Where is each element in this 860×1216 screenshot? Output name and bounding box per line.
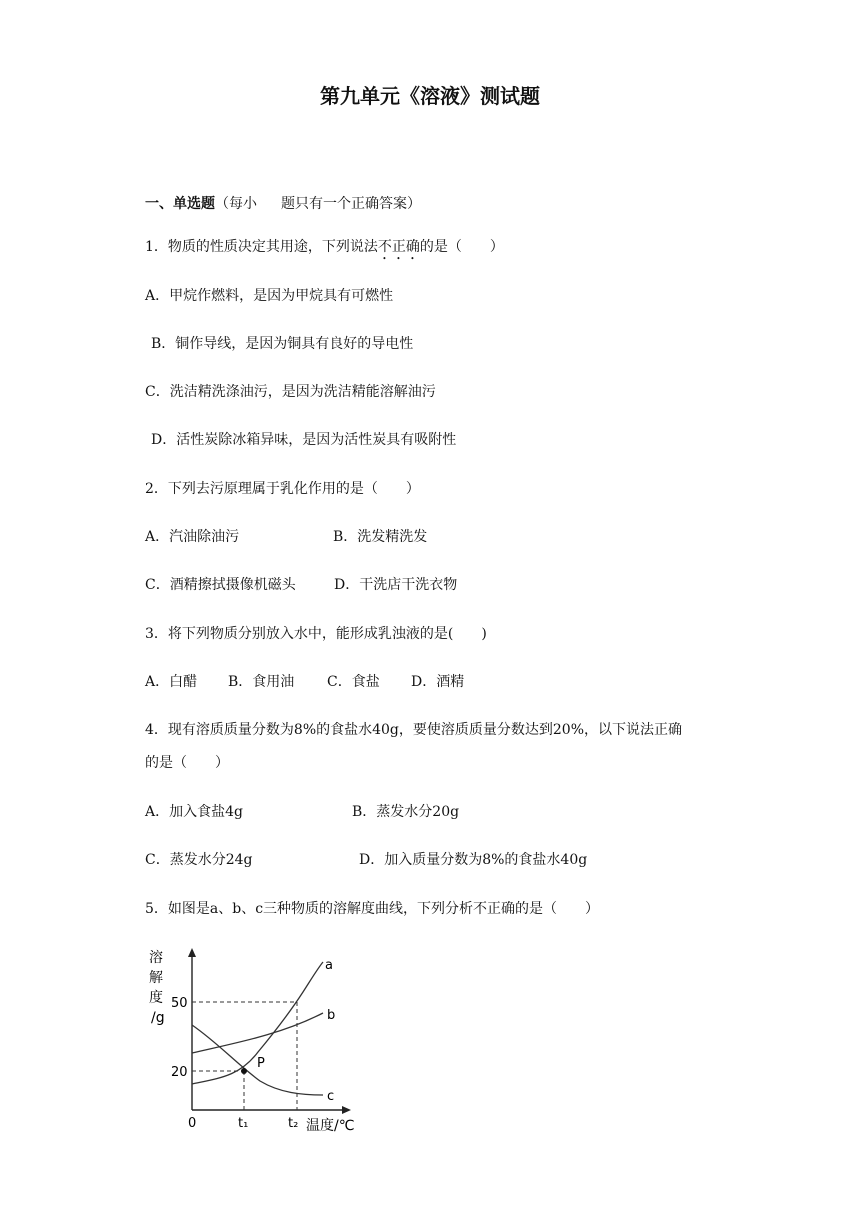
origin-label: 0 <box>188 1116 197 1131</box>
q1-emphasis: 不正确 <box>377 239 420 255</box>
q4-option-c: C．蒸发水分24g <box>145 852 253 868</box>
page-title: 第九单元《溶液》测试题 <box>320 84 540 108</box>
q4-option-a: A．加入食盐4g <box>145 804 243 820</box>
curve-a-label: a <box>325 958 333 973</box>
question-4-stem-line1: 4．现有溶质质量分数为8%的食盐水40g，要使溶质质量分数达到20%，以下说法正确 <box>145 722 683 738</box>
question-2-stem: 2．下列去污原理属于乳化作用的是（ ） <box>145 481 420 497</box>
curve-b-label: b <box>327 1008 336 1023</box>
point-p-label: P <box>257 1056 265 1071</box>
q3-option-d: D．酒精 <box>411 674 465 690</box>
section-title: 一、单选题 <box>145 196 215 212</box>
q3-option-b: B．食用油 <box>228 674 295 690</box>
question-3-stem: 3．将下列物质分别放入水中，能形成乳浊液的是( ) <box>145 626 487 642</box>
q3-option-c: C．食盐 <box>327 674 380 690</box>
curve-c-label: c <box>327 1089 335 1104</box>
q2-option-d: D．干洗店干洗衣物 <box>334 577 458 593</box>
x-tick-t2: t₂ <box>288 1116 299 1131</box>
q1-stem-post: 的是（ ） <box>419 239 504 255</box>
curve-b <box>192 1013 323 1053</box>
q1-stem-pre: 1．物质的性质决定其用途，下列说法 <box>145 239 378 255</box>
q2-option-b: B．洗发精洗发 <box>333 529 428 545</box>
q2-option-c: C．酒精擦拭摄像机磁头 <box>145 577 296 593</box>
question-5-stem: 5．如图是a、b、c三种物质的溶解度曲线，下列分析不正确的是（ ） <box>145 901 600 917</box>
q4-option-d: D．加入质量分数为8%的食盐水40g <box>359 852 588 868</box>
x-axis-arrow <box>342 1106 351 1114</box>
q1-option-c: C．洗洁精洗涤油污，是因为洗洁精能溶解油污 <box>145 384 436 400</box>
solubility-graph <box>140 940 370 1140</box>
y-label-char-1: 溶 <box>149 950 163 966</box>
y-axis-arrow <box>188 948 196 957</box>
q1-option-d: D．活性炭除冰箱异味，是因为活性炭具有吸附性 <box>151 432 457 448</box>
section-note-b: 题只有一个正确答案） <box>281 196 421 212</box>
q1-option-b: B．铜作导线，是因为铜具有良好的导电性 <box>151 336 414 352</box>
point-p <box>241 1068 247 1074</box>
q2-option-a: A．汽油除油污 <box>145 529 240 545</box>
y-label-char-4: /g <box>151 1010 165 1026</box>
q4-option-b: B．蒸发水分20g <box>352 804 460 820</box>
question-1-stem <box>145 236 504 263</box>
q3-option-a: A．白醋 <box>145 674 198 690</box>
section-heading <box>145 193 421 213</box>
y-tick-50: 50 <box>171 996 188 1011</box>
y-label-char-3: 度 <box>149 990 163 1006</box>
x-axis-label: 温度/℃ <box>306 1118 355 1134</box>
q1-option-a: A．甲烷作燃料，是因为甲烷具有可燃性 <box>145 288 394 304</box>
question-4-stem-line2: 的是（ ） <box>145 755 229 771</box>
y-label-char-2: 解 <box>149 970 163 986</box>
y-tick-20: 20 <box>171 1065 188 1080</box>
section-note-a: （每小 <box>215 196 257 212</box>
x-tick-t1: t₁ <box>238 1116 249 1131</box>
